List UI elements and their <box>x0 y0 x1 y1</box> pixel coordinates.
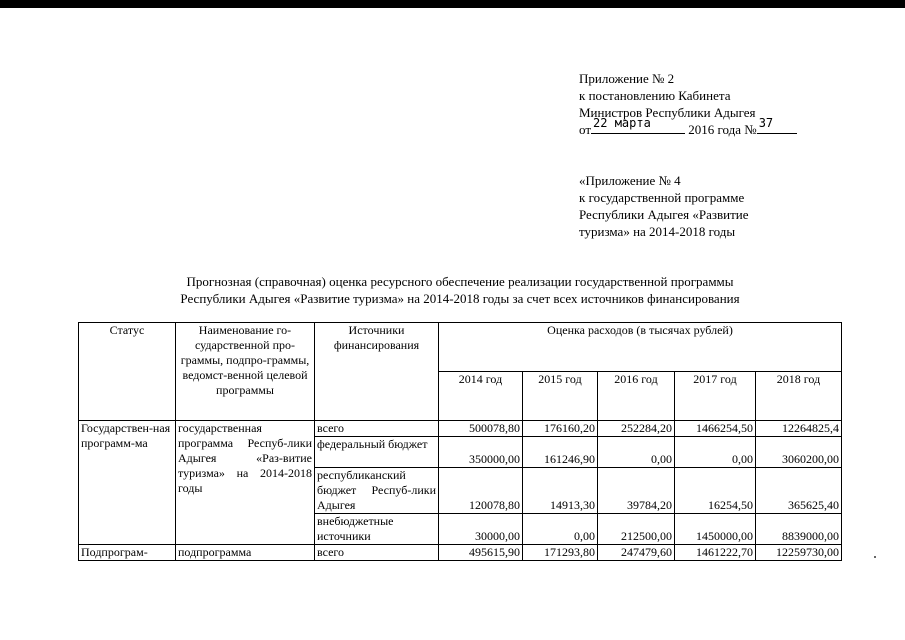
header-sources: Источники финансирования <box>315 323 439 421</box>
table-row <box>79 421 842 437</box>
value-cell: 0,00 <box>598 437 675 468</box>
value-cell: 39784,20 <box>598 468 675 514</box>
appendix-2-block <box>579 70 797 138</box>
scan-top-border <box>0 0 905 8</box>
date-prefix: от <box>579 122 592 137</box>
appendix-4-block <box>579 172 749 240</box>
value-cell: 365625,40 <box>756 468 842 514</box>
value-cell: 16254,50 <box>675 468 756 514</box>
scan-speck <box>874 556 876 558</box>
value-cell: 14913,30 <box>523 468 598 514</box>
value-cell: 500078,80 <box>439 421 523 437</box>
date-underline <box>591 116 685 134</box>
value-cell: 1461222,70 <box>675 545 756 561</box>
document-title-line-1: Прогнозная (справочная) оценка ресурсного обеспечение реализации государственной программы <box>186 274 734 289</box>
header-program-name: Наименование го-сударственной про-граммы, подпро-граммы, ведомст-венной целевой программы <box>176 323 315 421</box>
subprogram-name: подпрограмма <box>176 545 315 561</box>
value-cell: 495615,90 <box>439 545 523 561</box>
header-year-2016: 2016 год <box>598 372 675 421</box>
header-status: Статус <box>79 323 176 421</box>
header-row-1 <box>79 323 842 372</box>
document-title <box>120 273 800 307</box>
value-cell: 1466254,50 <box>675 421 756 437</box>
budget-table <box>78 322 842 561</box>
number-underline <box>757 116 797 134</box>
appendix-2-line-3: Министров Республики Адыгея <box>579 105 756 120</box>
source-cell: республиканский бюджет Респуб-лики Адыгея <box>315 468 439 514</box>
document-title-line-2: Республики Адыгея «Развитие туризма» на 2014-2018 годы за счет всех источников финансирования <box>180 291 740 306</box>
header-year-2014: 2014 год <box>439 372 523 421</box>
value-cell: 1450000,00 <box>675 514 756 545</box>
year-text: 2016 года № <box>688 122 757 137</box>
value-cell: 8839000,00 <box>756 514 842 545</box>
program-name: государственная программа Респуб-лики Адыгея «Раз-витие туризма» на 2014-2018 годы <box>176 421 315 545</box>
value-cell: 30000,00 <box>439 514 523 545</box>
appendix-2-line-1: Приложение № 2 <box>579 71 675 86</box>
value-cell: 12259730,00 <box>756 545 842 561</box>
appendix-4-line-1: «Приложение № 4 <box>579 173 681 188</box>
source-cell: всего <box>315 545 439 561</box>
source-cell: всего <box>315 421 439 437</box>
value-cell: 161246,90 <box>523 437 598 468</box>
program-status: Государствен-ная программ-ма <box>79 421 176 545</box>
value-cell: 171293,80 <box>523 545 598 561</box>
table-row <box>79 545 842 561</box>
header-estimate: Оценка расходов (в тысячах рублей) <box>439 323 842 372</box>
source-cell: внебюджетные источники <box>315 514 439 545</box>
header-year-2017: 2017 год <box>675 372 756 421</box>
header-year-2015: 2015 год <box>523 372 598 421</box>
handwritten-number: 37 <box>758 116 774 130</box>
value-cell: 3060200,00 <box>756 437 842 468</box>
value-cell: 350000,00 <box>439 437 523 468</box>
value-cell: 247479,60 <box>598 545 675 561</box>
value-cell: 212500,00 <box>598 514 675 545</box>
value-cell: 0,00 <box>675 437 756 468</box>
source-cell: федеральный бюджет <box>315 437 439 468</box>
subprogram-status: Подпрограм- <box>79 545 176 561</box>
value-cell: 120078,80 <box>439 468 523 514</box>
appendix-4-line-3: Республики Адыгея «Развитие <box>579 207 749 222</box>
value-cell: 252284,20 <box>598 421 675 437</box>
appendix-2-line-2: к постановлению Кабинета <box>579 88 731 103</box>
value-cell: 12264825,4 <box>756 421 842 437</box>
appendix-4-line-4: туризма» на 2014-2018 годы <box>579 224 736 239</box>
appendix-4-line-2: к государственной программе <box>579 190 745 205</box>
header-year-2018: 2018 год <box>756 372 842 421</box>
appendix-2-date-line <box>579 116 797 138</box>
value-cell: 176160,20 <box>523 421 598 437</box>
value-cell: 0,00 <box>523 514 598 545</box>
handwritten-date: 22 марта <box>593 116 651 130</box>
